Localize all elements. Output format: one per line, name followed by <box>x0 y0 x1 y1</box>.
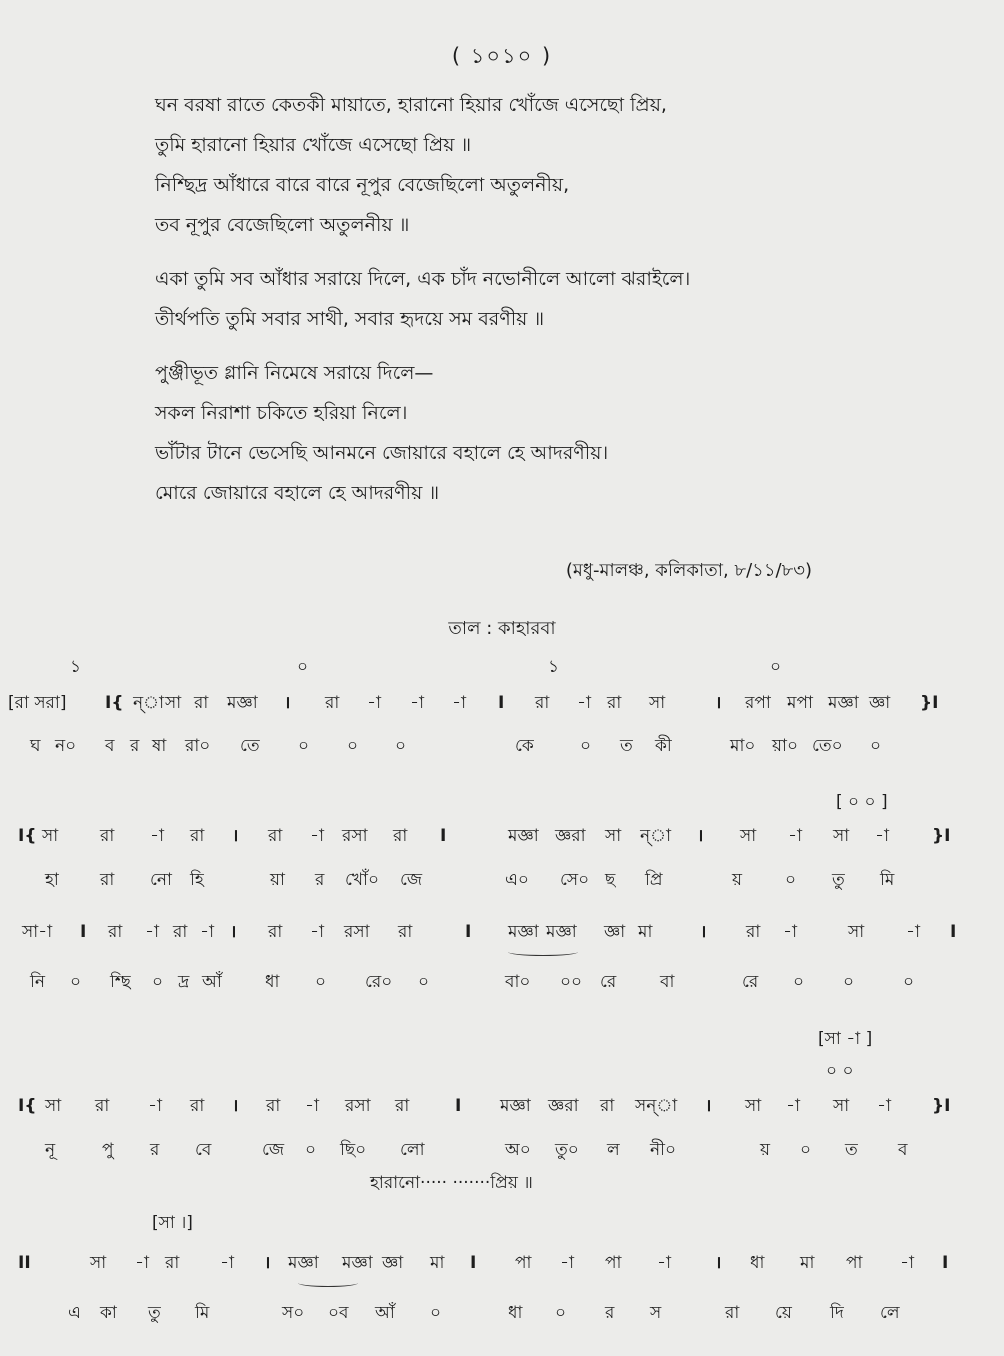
lyric-row-3 <box>0 967 1004 997</box>
lyric-row-5 <box>0 1298 1004 1328</box>
barline: । <box>230 922 237 942</box>
note: সা <box>848 922 865 942</box>
note: রা <box>100 826 115 846</box>
note: রা <box>173 922 188 942</box>
note: সা <box>42 826 59 846</box>
barline: I <box>950 922 957 942</box>
lyric-syllable: ০ <box>298 736 310 756</box>
note: মজ্ঞা <box>342 1253 373 1273</box>
lyric-syllable: ০ <box>305 1140 317 1160</box>
lyric-line: ঘন বরষা রাতে কেতকী মায়াতে, হারানো হিয়ার খোঁজে এসেছো প্রিয়, <box>155 94 667 116</box>
notation-row-3 <box>0 917 1004 947</box>
lyric-syllable: জে <box>400 870 423 890</box>
note: ধা <box>750 1253 765 1273</box>
note: রা <box>165 1253 180 1273</box>
lyric-syllable: খোঁ০ <box>345 870 380 890</box>
note: মজ্ঞা <box>546 922 577 942</box>
lyric-syllable: ০ <box>152 972 164 992</box>
alt-notation-bracket: [সা -া ] <box>818 1029 873 1049</box>
barline: । <box>264 1253 271 1273</box>
note: -া <box>305 1096 319 1116</box>
lyric-syllable: তু <box>832 870 845 890</box>
taal-heading: তাল : কাহারবা <box>448 618 556 639</box>
lyric-line: নিশ্ছিদ্র আঁধারে বারে বারে নূপুর বেজেছিলো অতুলনীয়, <box>155 174 570 196</box>
poem-lyrics <box>155 85 875 527</box>
lyric-syllable: জে <box>262 1140 285 1160</box>
lyric-syllable: তে০ <box>812 736 843 756</box>
lyric-syllable: ০ <box>347 736 359 756</box>
lyric-syllable: বা০ <box>505 972 531 992</box>
stanza-2 <box>155 259 875 339</box>
lyric-syllable: ০ <box>70 972 82 992</box>
lyric-row-4 <box>0 1135 1004 1165</box>
barline: I <box>455 1096 462 1116</box>
note: [রা সরা] <box>8 693 67 713</box>
barline: }I <box>932 1096 951 1116</box>
lyric-syllable: ছি০ <box>340 1140 367 1160</box>
lyric-line: তব নূপুর বেজেছিলো অতুলনীয় ॥ <box>155 214 410 236</box>
lyric-syllable: ত <box>620 736 633 756</box>
note: -া <box>452 693 466 713</box>
lyric-line: তীর্থপতি তুমি সবার সাথী, সবার হৃদয়ে সম বরণীয় ॥ <box>155 308 545 330</box>
beat-marker: ০ <box>297 657 309 677</box>
lyric-syllable: রা <box>725 1303 740 1323</box>
lyric-syllable: এ০ <box>505 870 529 890</box>
note: রা <box>190 826 205 846</box>
lyric-syllable: নূ <box>45 1140 56 1160</box>
lyric-syllable: র <box>130 736 140 756</box>
lyric-syllable: মি <box>195 1303 210 1323</box>
barline: I <box>498 693 505 713</box>
lyric-syllable: ০ <box>843 972 855 992</box>
notation-row-4 <box>0 1091 1004 1121</box>
barline: । <box>232 826 239 846</box>
note: -া <box>877 1096 891 1116</box>
note: পা <box>846 1253 863 1273</box>
lyric-syllable: আঁ <box>375 1303 395 1323</box>
notation-row-5 <box>0 1248 1004 1278</box>
page-number: ( ১০১০ ) <box>451 44 553 68</box>
note: মজ্ঞা <box>227 693 258 713</box>
note: জ্ঞা <box>604 922 626 942</box>
barline: । <box>705 1096 712 1116</box>
lyric-syllable: ০ <box>430 1303 442 1323</box>
lyric-syllable: সে০ <box>560 870 590 890</box>
note: রা <box>607 693 622 713</box>
lyric-syllable: নো <box>150 870 172 890</box>
lyric-syllable: ত <box>845 1140 858 1160</box>
lyric-syllable: ব <box>105 736 115 756</box>
note: -া <box>310 826 324 846</box>
lyric-syllable: স <box>650 1303 662 1323</box>
lyric-syllable: য়ে <box>775 1303 792 1323</box>
lyric-syllable: র <box>605 1303 615 1323</box>
lyric-syllable: ধা <box>508 1303 523 1323</box>
note: -া <box>577 693 591 713</box>
note: -া <box>145 922 159 942</box>
lyric-line: মোরে জোয়ারে বহালে হে আদরণীয় ॥ <box>155 482 440 504</box>
note: রা <box>268 922 283 942</box>
note: রা <box>266 1096 281 1116</box>
note: সা <box>90 1253 107 1273</box>
beat-marker: ০ <box>770 657 782 677</box>
note: রা <box>746 922 761 942</box>
lyric-syllable: বে <box>195 1140 212 1160</box>
note: জ্ঞরা <box>555 826 586 846</box>
stanza-1 <box>155 85 875 245</box>
lyric-syllable: ০ব <box>328 1303 349 1323</box>
note: রপা <box>745 693 771 713</box>
note: -া <box>560 1253 574 1273</box>
note: সা <box>605 826 622 846</box>
note: -া <box>875 826 889 846</box>
lyric-syllable: বা <box>660 972 675 992</box>
lyric-syllable: প্রি <box>645 870 663 890</box>
lyric-syllable: রা <box>100 870 115 890</box>
note: জ্ঞা <box>382 1253 404 1273</box>
note: জ্ঞরা <box>548 1096 579 1116</box>
note: সা <box>745 1096 762 1116</box>
barline: }I <box>920 693 939 713</box>
lyric-syllable: য় <box>760 1140 771 1160</box>
refrain-row <box>0 1168 1004 1198</box>
note: মজ্ঞা <box>508 826 539 846</box>
lyric-syllable: ০ <box>315 972 327 992</box>
beat-marker: ১ <box>70 657 82 677</box>
bracket-row <box>0 1208 1004 1238</box>
lyric-syllable: র <box>315 870 325 890</box>
lyric-syllable: ০ <box>800 1140 812 1160</box>
alt-notation-bracket: [ ০ ০ ] <box>836 792 888 812</box>
lyric-syllable: দি <box>830 1303 844 1323</box>
lyric-syllable: ন০ <box>55 736 77 756</box>
note: পা <box>515 1253 532 1273</box>
note: -া <box>367 693 381 713</box>
lyric-syllable: ব <box>898 1140 908 1160</box>
beat-markers <box>0 652 1004 682</box>
lyric-syllable: কা <box>100 1303 117 1323</box>
lyric-syllable: স০ <box>282 1303 305 1323</box>
note: ন্‌া <box>133 693 164 713</box>
barline: I <box>942 1253 949 1273</box>
note: রসা <box>342 826 368 846</box>
note: সা <box>833 1096 850 1116</box>
lyric-syllable: ছ <box>605 870 616 890</box>
meend-mark <box>508 948 578 956</box>
lyric-syllable: হি <box>190 870 204 890</box>
beat-marker: ১ <box>548 657 560 677</box>
lyric-syllable: মি <box>880 870 895 890</box>
note: ন্‌া <box>640 826 671 846</box>
barline: I <box>470 1253 477 1273</box>
lyric-line: সকল নিরাশা চকিতে হরিয়া নিলে। <box>155 402 408 424</box>
lyric-syllable: ০ <box>785 870 797 890</box>
lyric-syllable: কী <box>655 736 672 756</box>
barline: I <box>440 826 447 846</box>
alt-notation-bracket: [সা ।] <box>152 1213 193 1233</box>
note: মপা <box>787 693 813 713</box>
lyric-syllable: দ্র <box>178 972 190 992</box>
bracket-row <box>0 787 1004 817</box>
lyric-syllable: রে <box>600 972 617 992</box>
note: মা <box>638 922 653 942</box>
note: -া <box>786 1096 800 1116</box>
note: মজ্ঞা <box>288 1253 319 1273</box>
note: রা <box>398 922 413 942</box>
note: -া <box>900 1253 914 1273</box>
lyric-syllable: ০ <box>903 972 915 992</box>
note: জ্ঞা <box>869 693 891 713</box>
note: -া <box>200 922 214 942</box>
note: সন্‌া <box>635 1096 678 1116</box>
note: মজ্ঞা <box>500 1096 531 1116</box>
note: -া <box>788 826 802 846</box>
lyric-syllable: ০ <box>793 972 805 992</box>
alt-notation-bracket: ০ ০ <box>826 1061 854 1081</box>
lyric-syllable: য়া০ <box>772 736 798 756</box>
barline: । <box>700 922 707 942</box>
lyric-syllable: ০ <box>580 736 592 756</box>
note: রা <box>535 693 550 713</box>
lyric-syllable: কে <box>515 736 534 756</box>
lyric-syllable: রা০ <box>185 736 211 756</box>
refrain-note: হারানো····· ·······প্রিয় ॥ <box>370 1173 533 1193</box>
note: সা <box>833 826 850 846</box>
note: -া <box>657 1253 671 1273</box>
lyric-syllable: লে <box>880 1303 900 1323</box>
lyric-syllable: ষা <box>152 736 167 756</box>
barline: I{ <box>18 826 37 846</box>
source-note: (মধু-মালঞ্চ, কলিকাতা, ৮/১১/৮৩) <box>565 560 812 581</box>
note: মজ্ঞা <box>508 922 539 942</box>
barline: । <box>715 1253 722 1273</box>
lyric-syllable: নী০ <box>650 1140 677 1160</box>
lyric-syllable: ০ <box>418 972 430 992</box>
lyric-syllable: ০ <box>555 1303 567 1323</box>
barline: I{ <box>18 1096 37 1116</box>
note: -া <box>135 1253 149 1273</box>
lyric-syllable: য় <box>732 870 743 890</box>
lyric-row-1 <box>0 731 1004 761</box>
lyric-syllable: নি <box>30 972 46 992</box>
note: -া <box>783 922 797 942</box>
lyric-syllable: র <box>150 1140 160 1160</box>
note: রা <box>108 922 123 942</box>
lyric-syllable: হা <box>45 870 59 890</box>
note: রা <box>395 1096 410 1116</box>
lyric-syllable: অ০ <box>505 1140 531 1160</box>
note: মা <box>430 1253 445 1273</box>
barline: । <box>715 693 722 713</box>
note: রসা <box>345 1096 371 1116</box>
bracket-row <box>0 1056 1004 1086</box>
note: রা <box>190 1096 205 1116</box>
lyric-syllable: ০০ <box>560 972 583 992</box>
note: মা <box>800 1253 815 1273</box>
note: রা <box>600 1096 615 1116</box>
lyric-syllable: পু <box>102 1140 114 1160</box>
lyric-line: একা তুমি সব আঁধার সরায়ে দিলে, এক চাঁদ নভোনীলে আলো ঝরাইলে। <box>155 268 691 290</box>
lyric-row-2 <box>0 865 1004 895</box>
barline: । <box>697 826 704 846</box>
note: সা <box>165 693 182 713</box>
bracket-row <box>0 1024 1004 1054</box>
lyric-syllable: ঘ <box>30 736 41 756</box>
note: রা <box>393 826 408 846</box>
note: সা <box>649 693 666 713</box>
lyric-syllable: রে০ <box>365 972 393 992</box>
note: রসা <box>344 922 370 942</box>
lyric-syllable: তে <box>240 736 260 756</box>
meend-mark <box>298 1279 358 1287</box>
barline: I <box>80 922 87 942</box>
lyric-syllable: তু <box>148 1303 161 1323</box>
note: -া <box>150 826 164 846</box>
lyric-syllable: য়া <box>270 870 285 890</box>
lyric-line: পুঞ্জীভূত গ্লানি নিমেষে সরায়ে দিলে— <box>155 362 434 384</box>
barline: }I <box>932 826 951 846</box>
note: -া <box>220 1253 234 1273</box>
note: রা <box>194 693 209 713</box>
barline: I <box>465 922 472 942</box>
barline: । <box>284 693 291 713</box>
lyric-syllable: মা০ <box>730 736 756 756</box>
note: সা <box>740 826 757 846</box>
note: পা <box>605 1253 622 1273</box>
lyric-line: তুমি হারানো হিয়ার খোঁজে এসেছো প্রিয় ॥ <box>155 134 472 156</box>
lyric-syllable: ০ <box>395 736 407 756</box>
lyric-syllable: ০ <box>870 736 882 756</box>
note: রা <box>95 1096 110 1116</box>
lyric-syllable: শ্ছি <box>110 972 131 992</box>
lyric-syllable: তু০ <box>555 1140 579 1160</box>
notation-row-1 <box>0 688 1004 718</box>
lyric-syllable: এ <box>68 1303 81 1323</box>
note: -া <box>148 1096 162 1116</box>
stanza-3 <box>155 353 875 513</box>
barline: I{ <box>105 693 124 713</box>
lyric-syllable: আঁ <box>202 972 222 992</box>
lyric-syllable: ধা <box>265 972 280 992</box>
lyric-syllable: ল <box>607 1140 620 1160</box>
note: রা <box>325 693 340 713</box>
notation-row-2 <box>0 821 1004 851</box>
note: -া <box>906 922 920 942</box>
note: সা-া <box>22 922 53 942</box>
note: -া <box>310 922 324 942</box>
note: -া <box>410 693 424 713</box>
barline: । <box>232 1096 239 1116</box>
note: রা <box>268 826 283 846</box>
lyric-syllable: লো <box>400 1140 425 1160</box>
note: মজ্ঞা <box>828 693 859 713</box>
barline: II <box>18 1253 31 1273</box>
lyric-line: ভাঁটার টানে ভেসেছি আনমনে জোয়ারে বহালে হে আদরণীয়। <box>155 442 609 464</box>
lyric-syllable: রে <box>742 972 759 992</box>
note: সা <box>45 1096 62 1116</box>
